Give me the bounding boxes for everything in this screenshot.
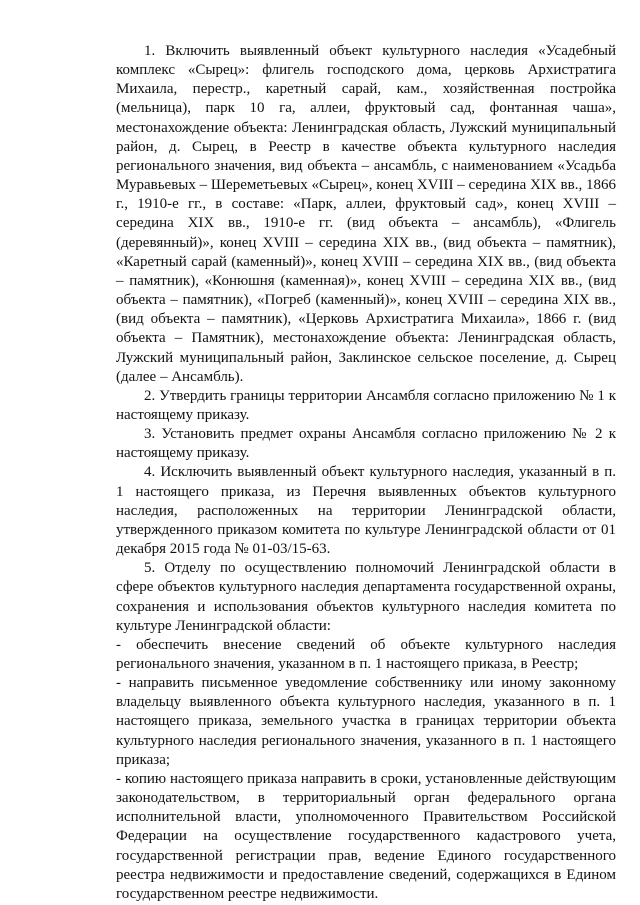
paragraph-2 — [116, 387, 616, 425]
paragraph-number: 1. — [144, 43, 156, 59]
bullet-item-3: - копию настоящего приказа направить в сроки, установленные действующим законодательством, в территориальный орган федерального органа исполнительной власти, уполномоченного Правительством Российской Федерации на осуществление государственного кадастрового учета, государственной регистрации прав, ведение Единого государственного реестра недвижимости и предоставление сведений, содержащихся в Едином государственном реестре недвижимости. — [116, 770, 616, 902]
paragraph-4 — [116, 463, 616, 559]
bullet-item-2: - направить письменное уведомление собственнику или иному законному владельцу выявленного объекта культурного наследия, указанного в п. 1 настоящего приказа, земельного участка в границах территории объекта культурного наследия регионального значения, указанного в п. 1 настоящего приказа; — [116, 675, 616, 768]
paragraph-text: Отделу по осуществлению полномочий Ленинградской области в сфере объектов культурного наследия департамента государственной охраны, сохранения и использования объектов культурного наследия комитета по культуре Ленинградской области: — [116, 560, 617, 634]
paragraph-text: Установить предмет охраны Ансамбля согласно приложению № 2 к настоящему приказу. — [116, 426, 617, 462]
paragraph-number: 3. — [144, 426, 156, 443]
paragraph-1 — [116, 42, 616, 387]
paragraph-number: 5. — [144, 560, 156, 577]
document-page — [116, 42, 616, 904]
paragraph-text: Утвердить границы территории Ансамбля согласно приложению № 1 к настоящему приказу. — [116, 387, 617, 423]
paragraph-number: 4. — [144, 464, 156, 481]
paragraph-number: 2. — [144, 387, 156, 404]
paragraph-3 — [116, 425, 616, 463]
paragraph-text: Исключить выявленный объект культурного наследия, указанный в п. 1 настоящего приказа, из Перечня выявленных объектов культурного наследия, расположенных на территории Ленинградской области, утвержденного приказом комитета по культуре Ленинградской области от 01 декабря 2015 года № 01-03/15-63. — [116, 464, 617, 558]
paragraph-5 — [116, 559, 616, 636]
paragraph-text: Включить выявленный объект культурного наследия «Усадебный комплекс «Сырец»: флигель господского дома, церковь Архистратига Михаила, перестр., каретный сарай, кам., хозяйственная постройка (мельница), парк 10 га, аллеи, фруктовый сад, фонтанная чаша», местонахождение объекта: Ленинградская область, Лужский муниципальный район, д. Сырец, в Реестр в качестве объекта культурного наследия регионального значения, вид объекта – ансамбль, с наименованием «Усадьба Муравьевых – Шереметьевых «Сырец», конец XVIII – середина XIX вв., 1866 г., 1910-е гг., в составе: «Парк, аллеи, фруктовый сад», конец XVIII – середина XIX вв., 1910-е гг. (вид объекта – ансамбль), «Флигель (деревянный)», конец XVIII – середина XIX вв., (вид объекта – памятник), «Каретный сарай (каменный)», конец XVIII – середина XIX вв., (вид объекта – памятник), «Конюшня (каменная)», конец XVIII – середина XIX вв., (вид объекта – памятник), «Погреб (каменный)», конец XVIII – середина XIX вв., (вид объекта – памятник), «Церковь Архистратига Михаила», 1866 г. (вид объекта – Памятник), местонахождение объекта: Ленинградская область, Лужский муниципальный район, Заклинское сельское поселение, д. Сырец (далее – Ансамбль). — [116, 43, 616, 385]
bullet-item-1: - обеспечить внесение сведений об объекте культурного наследия регионального значения, указанном в п. 1 настоящего приказа, в Реестр; — [116, 636, 616, 672]
